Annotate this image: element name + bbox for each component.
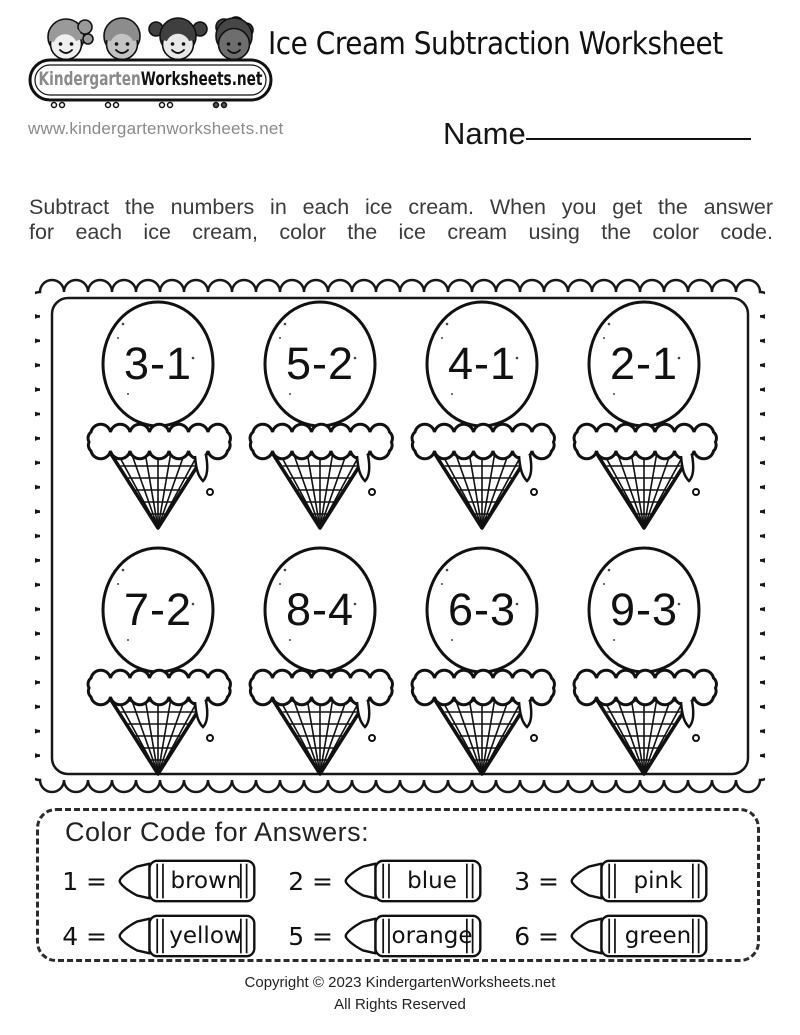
color-code-panel [36,808,760,962]
crayon-color-label: green [624,923,692,949]
crayon [564,856,714,906]
color-code-number: 6 = [514,921,559,951]
crayon-color-label: pink [633,868,683,894]
problem-text: 3-1 [123,338,193,389]
worksheet-title: Ice Cream Subtraction Worksheet [268,26,723,62]
problem-text: 8-4 [285,584,355,635]
rights-line: All Rights Reserved [334,995,466,1013]
name-blank-line [526,137,751,140]
crayon-color-label: yellow [169,923,243,949]
color-code-item [513,910,739,962]
ice-cream-grid [77,296,725,788]
problem-text: 4-1 [447,338,517,389]
copyright-line: Copyright © 2023 KindergartenWorksheets.net [244,974,556,991]
ice-cream-problem [245,542,395,777]
color-code-item [287,910,513,962]
crayon [564,911,714,961]
logo-kids-illustration [48,17,253,60]
ice-cream-problem [245,296,395,531]
instructions-text [29,195,773,245]
instructions-line-1: Subtract the numbers in each ice cream. When you get the answer [29,195,773,219]
ice-cream-problem [407,542,557,777]
color-code-heading: Color Code for Answers: [65,817,370,847]
ice-cream-problem [83,296,233,531]
color-code-item [513,855,739,907]
name-field-row [443,116,751,152]
color-code-item [61,855,287,907]
site-url: www.kindergartenworksheets.net [28,119,284,138]
crayon [338,911,488,961]
color-code-item [61,910,287,962]
color-code-number: 4 = [62,921,107,951]
problem-text: 2-1 [609,338,679,389]
problem-text: 7-2 [123,584,193,635]
crayon-color-label: brown [170,868,242,894]
color-code-grid [61,855,739,962]
page-footer [0,972,800,1016]
logo-text-kindergarten: Kindergarten [38,68,141,90]
logo-text-worksheets: Worksheets.net [140,68,263,90]
logo-wordmark [38,59,263,99]
crayon [112,856,262,906]
ice-cream-problem [569,296,719,531]
instructions-line-2: for each ice cream, color the ice cream using the color code. [29,220,773,245]
color-code-item [287,855,513,907]
ice-cream-problem [407,296,557,531]
color-code-number: 2 = [288,866,333,896]
crayon-color-label: orange [391,923,473,949]
problem-text: 9-3 [609,584,679,635]
ice-cream-problem [83,542,233,777]
ice-cream-problem [569,542,719,777]
problem-text: 5-2 [285,338,355,389]
color-code-number: 1 = [62,866,107,896]
problems-panel [35,268,765,804]
logo-hands [52,103,227,108]
color-code-number: 3 = [514,866,559,896]
name-label: Name [443,116,526,151]
crayon-color-label: blue [407,868,457,894]
crayon [112,911,262,961]
problem-text: 6-3 [447,584,517,635]
color-code-number: 5 = [288,921,333,951]
crayon [338,856,488,906]
